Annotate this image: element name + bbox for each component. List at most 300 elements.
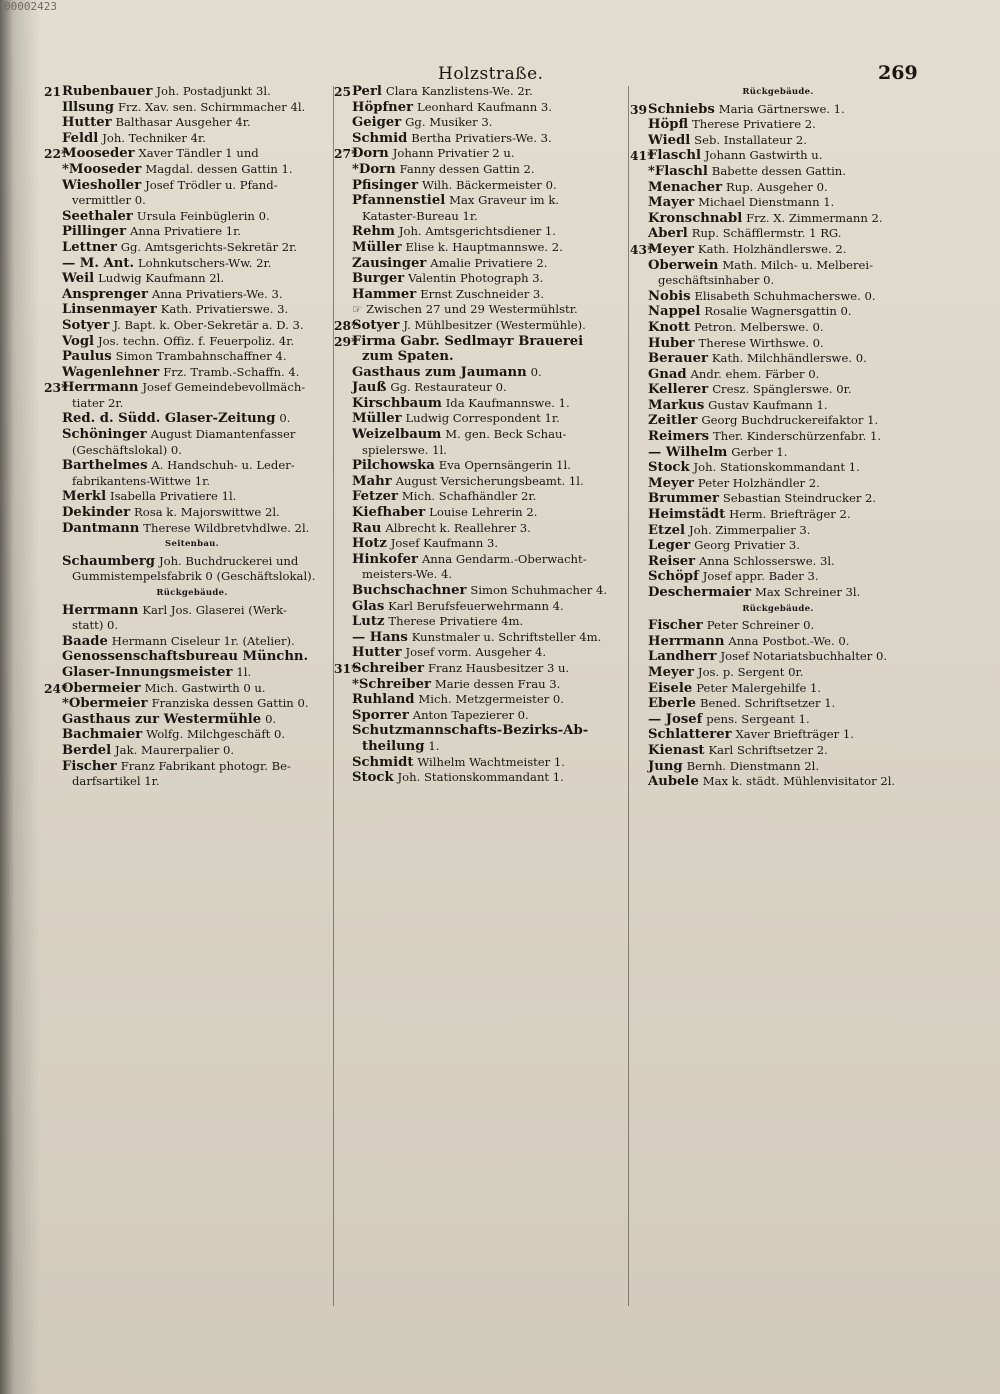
entry-details: Xaver Briefträger 1. <box>735 727 854 742</box>
surname: Sporrer <box>352 707 409 723</box>
directory-entry <box>334 131 630 147</box>
entry-details: Andr. ehem. Färber 0. <box>690 366 820 381</box>
directory-entry <box>44 334 340 350</box>
entry-details: Wilhelm Wachtmeister 1. <box>417 754 565 769</box>
entry-details: Kataster-Bureau 1r. <box>362 208 478 223</box>
directory-entry <box>44 743 340 759</box>
directory-entry <box>334 427 630 443</box>
entry-details: Bertha Privatiers-We. 3. <box>411 130 552 145</box>
directory-entry <box>44 178 340 194</box>
surname: Schniebs <box>648 101 715 117</box>
directory-entry <box>630 336 926 352</box>
directory-entry <box>334 489 630 505</box>
entry-details: A. Handschuh- u. Leder- <box>151 458 295 473</box>
surname: — Wilhelm <box>648 444 728 460</box>
entry-details: Michael Dienstmann 1. <box>698 195 835 210</box>
directory-entry <box>334 287 630 303</box>
directory-entry <box>44 665 340 681</box>
directory-entry <box>630 634 926 650</box>
directory-entry <box>44 759 340 775</box>
surname: Illsung <box>62 99 115 115</box>
surname: Obermeier <box>62 680 141 696</box>
surname: Schmidt <box>352 754 414 770</box>
directory-entry <box>334 318 630 334</box>
entry-details: statt) 0. <box>72 618 119 633</box>
directory-entry <box>630 226 926 242</box>
surname: Hutter <box>62 115 112 131</box>
directory-entry <box>630 460 926 476</box>
entry-details: Joh. Stationskommandant 1. <box>397 770 564 785</box>
surname: *Mooseder <box>62 161 142 177</box>
entry-details: Ernst Zuschneider 3. <box>420 286 544 301</box>
surname: Dantmann <box>62 520 140 536</box>
directory-entry-continuation <box>44 618 340 634</box>
entry-details: Peter Schreiner 0. <box>706 618 815 633</box>
surname: Merkl <box>62 489 107 505</box>
entry-details: Fanny dessen Gattin 2. <box>399 161 535 176</box>
entry-details: Josef appr. Bader 3. <box>702 569 819 584</box>
directory-entry-continuation <box>44 193 340 209</box>
entry-details: Johann Gastwirth u. <box>704 148 823 163</box>
directory-entry <box>630 476 926 492</box>
entry-details: Josef vorm. Ausgeher 4. <box>405 645 547 660</box>
directory-entry-continuation <box>44 443 340 459</box>
surname: Dekinder <box>62 505 131 521</box>
directory-entry <box>44 505 340 521</box>
entry-details: Josef Trödler u. Pfand- <box>145 177 278 192</box>
entry-details: Franz Fabrikant photogr. Be- <box>120 758 291 773</box>
directory-entry <box>334 84 630 100</box>
surname: Schaumberg <box>62 553 156 569</box>
surname: theilung <box>362 738 425 754</box>
column-3 <box>630 84 926 790</box>
surname: Lettner <box>62 239 117 255</box>
surname: Schutzmannschafts-Bezirks-Ab- <box>352 723 589 739</box>
directory-entry <box>630 759 926 775</box>
directory-entry <box>334 708 630 724</box>
directory-entry <box>44 603 340 619</box>
surname: Sotyer <box>352 317 400 333</box>
surname: Lutz <box>352 614 385 630</box>
directory-entry <box>630 569 926 585</box>
surname: Reimers <box>648 429 710 445</box>
surname: Höpfner <box>352 99 414 115</box>
entry-details: Josef Gemeindebevollmäch- <box>142 380 306 395</box>
entry-details: Joh. Buchdruckerei und <box>158 553 299 568</box>
directory-entry <box>44 287 340 303</box>
surname: Menacher <box>648 179 723 195</box>
directory-entry <box>334 411 630 427</box>
entry-details: August Versicherungsbeamt. 1l. <box>395 473 584 488</box>
directory-entry <box>44 162 340 178</box>
house-number: 21 <box>44 84 62 99</box>
directory-entry <box>630 523 926 539</box>
entry-details: Marie dessen Frau 3. <box>434 676 561 691</box>
directory-entry-continuation <box>630 273 926 289</box>
entry-details: Max Schreiner 3l. <box>754 585 861 599</box>
directory-entry <box>630 320 926 336</box>
surname: Schlatterer <box>648 727 732 743</box>
entry-details: Wilh. Bäckermeister 0. <box>422 177 557 192</box>
surname: Ansprenger <box>62 286 148 302</box>
surname: Hammer <box>352 286 417 302</box>
surname: *Schreiber <box>352 676 431 692</box>
entry-details: Hermann Ciseleur 1r. (Atelier). <box>111 633 295 648</box>
surname: Schmid <box>352 130 408 146</box>
entry-details: Clara Kanzlistens-We. 2r. <box>385 84 533 98</box>
surname: Bachmaier <box>62 727 143 743</box>
surname: Rau <box>352 520 382 536</box>
surname: Kienast <box>648 742 705 758</box>
surname: Heimstädt <box>648 507 726 523</box>
surname: Pfisinger <box>352 177 419 193</box>
entry-details: Anton Tapezierer 0. <box>412 707 529 722</box>
entry-details: Kath. Milchhändlerswe. 0. <box>711 351 867 366</box>
directory-entry <box>334 645 630 661</box>
directory-entry <box>334 396 630 412</box>
surname: Fischer <box>648 618 703 634</box>
entry-details: Therese Privatiere 2. <box>692 117 816 132</box>
directory-entry <box>630 585 926 601</box>
directory-entry <box>630 148 926 164</box>
house-number: 25 <box>334 84 352 99</box>
directory-entry <box>630 727 926 743</box>
surname: Herrmann <box>62 602 139 618</box>
directory-entry <box>334 115 630 131</box>
directory-entry-continuation <box>334 349 630 365</box>
entry-details: Jos. p. Sergent 0r. <box>697 664 804 679</box>
surname: Hotz <box>352 536 387 552</box>
entry-details: Gustav Kaufmann 1. <box>708 397 828 412</box>
house-number: 22* <box>44 146 68 162</box>
directory-entry <box>334 536 630 552</box>
directory-entry <box>630 681 926 697</box>
surname: *Dorn <box>352 161 396 177</box>
surname: Eisele <box>648 680 693 696</box>
entry-details: Anna Privatiere 1r. <box>130 224 242 239</box>
surname: Red. d. Südd. Glaser-Zeitung <box>62 411 276 427</box>
surname: Kellerer <box>648 382 709 398</box>
directory-entry <box>44 427 340 443</box>
directory-entry-continuation <box>44 569 340 585</box>
directory-entry <box>334 240 630 256</box>
surname: Aubele <box>648 774 699 790</box>
directory-entry <box>334 770 630 786</box>
directory-entry <box>44 489 340 505</box>
surname: Kiefhaber <box>352 505 426 521</box>
entry-details: Gg. Restaurateur 0. <box>390 380 507 395</box>
surname: Gasthaus zur Westermühle <box>62 711 262 727</box>
entry-details: spielerswe. 1l. <box>362 442 447 457</box>
entry-details: M. gen. Beck Schau- <box>445 427 567 442</box>
directory-entry <box>334 474 630 490</box>
directory-entry <box>334 677 630 693</box>
entry-details: Simon Schuhmacher 4. <box>470 583 608 597</box>
directory-entry <box>44 302 340 318</box>
surname: Wagenlehner <box>62 364 160 380</box>
entry-details: Herm. Briefträger 2. <box>729 507 851 522</box>
directory-entry <box>630 445 926 461</box>
entry-details: Balthasar Ausgeher 4r. <box>115 115 251 130</box>
directory-entry <box>334 100 630 116</box>
entry-details: 1. <box>428 738 440 753</box>
entry-details: Jos. techn. Offiz. f. Feuerpoliz. 4r. <box>97 333 295 348</box>
section-heading: Rückgebäude. <box>156 588 228 598</box>
directory-entry <box>44 131 340 147</box>
surname: Glas <box>352 598 385 614</box>
surname: Pilchowska <box>352 458 435 474</box>
directory-entry <box>44 146 340 162</box>
entry-details: Babette dessen Gattin. <box>711 163 846 178</box>
entry-details: darfsartikel 1r. <box>72 774 160 789</box>
entry-details: Anna Gendarm.-Oberwacht- <box>421 551 587 566</box>
directory-entry <box>630 195 926 211</box>
surname: Berauer <box>648 351 708 367</box>
entry-details: Gg. Amtsgerichts-Sekretär 2r. <box>120 239 298 254</box>
directory-entry <box>44 115 340 131</box>
entry-details: 0. <box>265 711 277 726</box>
surname: Rehm <box>352 224 395 240</box>
directory-entry <box>630 133 926 149</box>
surname: Herrmann <box>62 380 139 396</box>
entry-details: Amalie Privatiere 2. <box>430 255 548 270</box>
directory-entry <box>44 271 340 287</box>
entry-details: Math. Milch- u. Melberei- <box>722 257 874 272</box>
entry-details: Seb. Installateur 2. <box>694 132 807 147</box>
entry-details: J. Mühlbesitzer (Westermühle). <box>403 317 586 332</box>
directory-entry <box>334 723 630 739</box>
entry-details: Anna Postbot.-We. 0. <box>728 633 850 648</box>
entry-details: (Geschäftslokal) 0. <box>72 442 182 457</box>
section-heading: Seitenbau. <box>165 539 219 550</box>
directory-entry-continuation <box>334 739 630 755</box>
surname: Nappel <box>648 304 701 320</box>
directory-entry <box>334 146 630 162</box>
entry-details: pens. Sergeant 1. <box>706 711 810 726</box>
entry-details: J. Bapt. k. Ober-Sekretär a. D. 3. <box>113 317 304 332</box>
section-heading: Rückgebäude. <box>742 603 814 614</box>
directory-entry <box>44 256 340 272</box>
entry-details: Gummistempelsfabrik 0 (Geschäftslokal). <box>72 569 316 584</box>
surname: Weizelbaum <box>352 427 442 443</box>
surname: Kirschbaum <box>352 395 442 411</box>
directory-entry <box>630 491 926 507</box>
surname: Müller <box>352 239 402 255</box>
entry-details: Kunstmaler u. Schriftsteller 4m. <box>411 629 602 644</box>
surname: Seethaler <box>62 208 133 224</box>
house-number: 24* <box>44 680 68 696</box>
entry-details: Rosalie Wagnersgattin 0. <box>704 304 852 319</box>
surname: Perl <box>352 84 382 99</box>
house-number: 43* <box>630 241 654 257</box>
surname: Mahr <box>352 473 392 489</box>
entry-details: Georg Buchdruckereifaktor 1. <box>701 413 879 428</box>
directory-entry <box>334 552 630 568</box>
entry-details: Jak. Maurerpalier 0. <box>115 742 235 757</box>
entry-details: Therese Privatiere 4m. <box>388 614 524 629</box>
surname: Eberle <box>648 696 697 712</box>
entry-details: Ursula Feinbüglerin 0. <box>136 208 270 223</box>
directory-entry <box>334 256 630 272</box>
entry-details: Elisabeth Schuhmacherswe. 0. <box>694 288 876 303</box>
directory-entry <box>44 100 340 116</box>
surname: Wiesholler <box>62 177 142 193</box>
directory-entry <box>334 692 630 708</box>
entry-details: Sebastian Steindrucker 2. <box>722 491 877 506</box>
entry-details: Ludwig Kaufmann 2l. <box>98 271 225 286</box>
section-heading: Rückgebäude. <box>742 87 814 97</box>
directory-entry <box>44 521 340 537</box>
entry-details: Joh. Postadjunkt 3l. <box>156 84 271 98</box>
entry-details: Joh. Zimmerpalier 3. <box>688 522 811 537</box>
directory-entry <box>334 193 630 209</box>
surname: Nobis <box>648 288 691 304</box>
house-number: 27* <box>334 146 358 162</box>
surname: — M. Ant. <box>62 255 135 271</box>
house-number: 39 <box>630 101 648 117</box>
surname: Zeitler <box>648 413 698 429</box>
entry-details: Therese Wirthswe. 0. <box>698 335 824 350</box>
surname: Burger <box>352 271 405 287</box>
directory-entry <box>334 458 630 474</box>
surname: Geiger <box>352 115 402 131</box>
directory-entry <box>44 240 340 256</box>
entry-details: Josef Notariatsbuchhalter 0. <box>720 649 888 664</box>
surname: Vogl <box>62 333 95 349</box>
directory-entry <box>334 271 630 287</box>
entry-details: Simon Trambahnschaffner 4. <box>115 349 287 364</box>
entry-details: Albrecht k. Reallehrer 3. <box>385 520 531 535</box>
directory-entry <box>630 117 926 133</box>
surname: Mooseder <box>62 146 135 162</box>
surname: Oberwein <box>648 257 719 273</box>
directory-entry <box>630 507 926 523</box>
surname: Gasthaus zum Jaumann <box>352 364 527 380</box>
directory-entry <box>334 505 630 521</box>
directory-entry <box>334 630 630 646</box>
entry-details: Mich. Gastwirth 0 u. <box>144 680 266 695</box>
surname: Feldl <box>62 130 99 146</box>
directory-entry <box>44 649 340 665</box>
surname: Stock <box>352 770 394 786</box>
surname: Genossenschaftsbureau Münchn. <box>62 649 309 665</box>
entry-details: Isabella Privatiere 1l. <box>110 489 237 504</box>
entry-details: Mich. Schafhändler 2r. <box>401 489 537 504</box>
entry-details: Ludwig Correspondent 1r. <box>405 411 560 426</box>
surname: Sotyer <box>62 317 110 333</box>
directory-entry <box>334 178 630 194</box>
column-2 <box>334 84 630 786</box>
surname: Deschermaier <box>648 585 752 600</box>
surname: Herrmann <box>648 633 725 649</box>
directory-entry <box>630 554 926 570</box>
entry-details: Karl Jos. Glaserei (Werk- <box>142 602 287 617</box>
house-number: 28* <box>334 317 358 333</box>
directory-entry <box>44 411 340 427</box>
directory-entry <box>44 554 340 570</box>
directory-entry <box>630 304 926 320</box>
surname: Etzel <box>648 522 686 538</box>
entry-details: Josef Kaufmann 3. <box>390 536 499 551</box>
house-number: 23* <box>44 380 68 396</box>
entry-details: Peter Malergehilfe 1. <box>696 680 822 695</box>
surname: Baade <box>62 633 108 649</box>
entry-details: Petron. Melberswe. 0. <box>693 319 824 334</box>
entry-details: Lohnkutschers-Ww. 2r. <box>137 255 272 270</box>
directory-entry <box>44 727 340 743</box>
surname: Gnad <box>648 366 687 382</box>
directory-entry-continuation <box>44 474 340 490</box>
directory-entry-continuation <box>334 567 630 583</box>
surname: Höpfl <box>648 117 689 133</box>
surname: Rubenbauer <box>62 84 153 99</box>
entry-details: Gerber 1. <box>731 444 788 459</box>
directory-entry <box>334 334 630 350</box>
directory-entry <box>630 211 926 227</box>
directory-entry <box>334 755 630 771</box>
directory-entry <box>630 538 926 554</box>
entry-details: Joh. Stationskommandant 1. <box>693 460 860 475</box>
surname: Kronschnabl <box>648 210 743 226</box>
entry-details: Magdal. dessen Gattin 1. <box>145 161 293 176</box>
surname: Jung <box>648 758 683 774</box>
directory-entry <box>630 398 926 414</box>
entry-details: Kath. Holzhändlerswe. 2. <box>697 241 847 256</box>
entry-details: Maria Gärtnerswe. 1. <box>718 101 845 116</box>
entry-details: Peter Holzhändler 2. <box>697 475 820 490</box>
directory-entry <box>334 614 630 630</box>
directory-entry <box>44 209 340 225</box>
surname: Fetzer <box>352 489 398 505</box>
entry-details: Kath. Privatierswe. 3. <box>160 302 289 317</box>
entry-details: Rosa k. Majorswittwe 2l. <box>134 505 280 520</box>
entry-details: Therese Wildbretvhdlwe. 2l. <box>143 520 310 535</box>
directory-entry <box>630 242 926 258</box>
surname: Mayer <box>648 195 695 211</box>
directory-entry <box>334 380 630 396</box>
directory-entry <box>44 681 340 697</box>
surname: Landherr <box>648 649 717 665</box>
entry-details: Anna Privatiers-We. 3. <box>151 286 283 301</box>
surname: Wiedl <box>648 132 691 148</box>
directory-entry <box>44 349 340 365</box>
surname: — Hans <box>352 629 408 645</box>
directory-entry <box>630 258 926 274</box>
entry-details: Frz. Xav. sen. Schirmmacher 4l. <box>117 99 306 114</box>
directory-entry <box>44 712 340 728</box>
entry-details: Elise k. Hauptmannswe. 2. <box>405 239 563 254</box>
directory-entry <box>44 696 340 712</box>
surname: Markus <box>648 397 705 413</box>
surname: Buchschachner <box>352 583 467 598</box>
directory-entry <box>44 380 340 396</box>
page-title: Holzstraße. <box>438 64 544 84</box>
entry-details: Johann Privatier 2 u. <box>392 146 515 161</box>
house-number: 41* <box>630 148 654 164</box>
column-1 <box>44 84 340 790</box>
surname: Schreiber <box>352 660 425 676</box>
directory-entry <box>334 224 630 240</box>
surname: — Josef <box>648 711 703 727</box>
entry-details: Rup. Schäfflermstr. 1 RG. <box>691 226 842 241</box>
surname: Meyer <box>648 664 694 680</box>
entry-details: Ther. Kinderschürzenfabr. 1. <box>713 429 882 444</box>
entry-details: Frz. X. Zimmermann 2. <box>746 210 883 225</box>
entry-details: Eva Opernsängerin 1l. <box>438 458 571 473</box>
entry-details: Max Graveur im k. <box>449 193 560 208</box>
directory-entry <box>630 102 926 118</box>
directory-entry <box>334 162 630 178</box>
